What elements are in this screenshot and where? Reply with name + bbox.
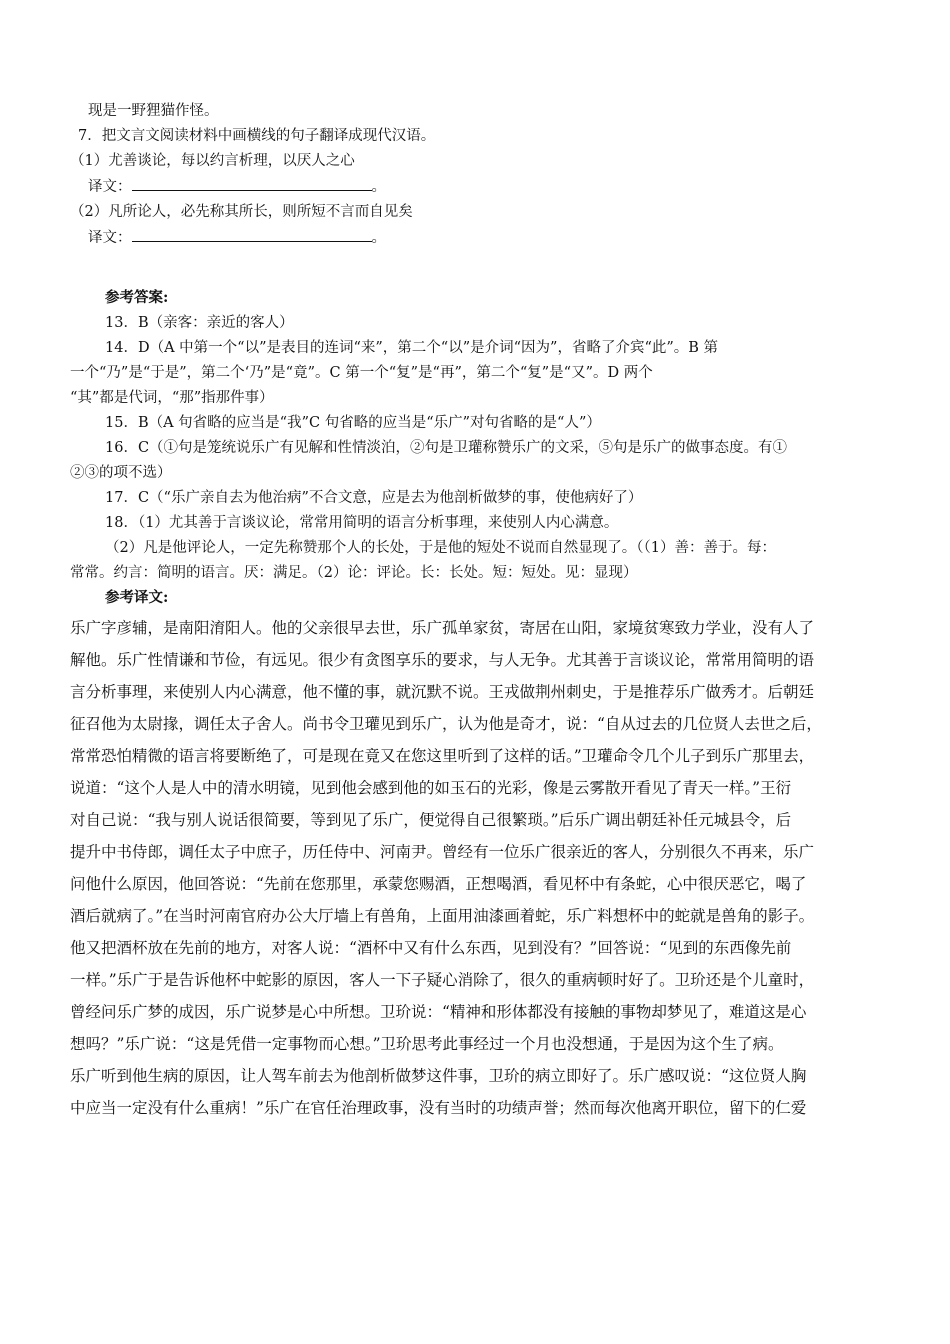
translation-paragraph-line: 想吗？”乐广说：“这是凭借一定事物而心想。”卫玠思考此事经过一个月也没想通，于是因为这个生了病。 [70, 1035, 784, 1053]
translation-blank-1: 译文： 。 [88, 176, 386, 197]
answer-18-cont: （2）凡是他评论人，一定先称赞那个人的长处，于是他的短处不说而自然显现了。（（1）善：善于。每： [105, 540, 776, 556]
answer-14-cont: 一个“乃”是“于是”，第二个‘乃”是“竟”。C 第一个“复”是“再”，第二个“复”是“又”。D 两个 [70, 365, 653, 381]
sentence-2: （2）凡所论人，必先称其所长，则所短不言而自见矣 [70, 204, 413, 220]
translation-paragraph-line: 乐广字彦辅，是南阳淯阳人。他的父亲很早去世，乐广孤单家贫，寄居在山阳，家境贫寒致力学业，没有人了 [70, 619, 815, 637]
text-line: 现是一野狸猫作怪。 [88, 103, 219, 119]
sentence-1: （1）尤善谈论，每以约言析理，以厌人之心 [70, 153, 355, 169]
translation-paragraph-line: 言分析事理，来使别人内心满意，他不懂的事，就沉默不说。王戎做荆州刺史，于是推荐乐广做秀才。后朝廷 [70, 683, 815, 701]
answer-blank[interactable] [132, 176, 372, 191]
answer-14: 14．D（A 中第一个“以”是表目的连词“来”，第二个“以”是介词“因为”，省略了介宾“此”。B 第 [105, 340, 719, 356]
translation-paragraph-line: 说道：“这个人是人中的清水明镜，见到他会感到他的如玉石的光彩，像是云雾散开看见了青天一样。”王衍 [70, 779, 792, 797]
translation-paragraph-line: 曾经问乐广梦的成因，乐广说梦是心中所想。卫玠说：“精神和形体都没有接触的事物却梦见了，难道这是心 [70, 1003, 807, 1021]
translation-paragraph-line: 提升中书侍郎，调任太子中庶子，历任侍中、河南尹。曾经有一位乐广很亲近的客人，分别很久不再来，乐广 [70, 843, 815, 861]
translation-paragraph-line: 一样。”乐广于是告诉他杯中蛇影的原因，客人一下子疑心消除了，很久的重病顿时好了。卫玠还是个儿童时， [70, 971, 815, 989]
answer-13: 13．B（亲客：亲近的客人） [105, 315, 294, 331]
translation-paragraph-line: 对自己说：“我与别人说话很简要，等到见了乐广，便觉得自己很繁琐。”后乐广调出朝廷补任元城县令，后 [70, 811, 792, 829]
translation-paragraph-line: 解他。乐广性情谦和节俭，有远见。很少有贪图享乐的要求，与人无争。尤其善于言谈议论，常常用简明的语 [70, 651, 815, 669]
answer-18-cont: 常常。约言：简明的语言。厌：满足。（2）论：评论。长：长处。短：短处。见：显现） [70, 565, 638, 581]
answer-16: 16．C（①句是笼统说乐广有见解和性情淡泊，②句是卫瓘称赞乐广的文采，⑤句是乐广的做事态度。有① [105, 440, 788, 456]
translation-paragraph-line: 中应当一定没有什么重病！”乐广在官任治理政事，没有当时的功绩声誉；然而每次他离开职位，留下的仁爱 [70, 1099, 807, 1117]
translation-paragraph-line: 常常恐怕精微的语言将要断绝了，可是现在竟又在您这里听到了这样的话。”卫瓘命令几个儿子到乐广那里去， [70, 747, 815, 765]
translation-label: 译文： [88, 179, 132, 195]
answers-heading: 参考答案: [105, 289, 169, 306]
answer-18: 18．（1）尤其善于言谈议论，常常用简明的语言分析事理，来使别人内心满意。 [105, 515, 619, 531]
translation-paragraph-line: 问他什么原因，他回答说：“先前在您那里，承蒙您赐酒，正想喝酒，看见杯中有条蛇，心中很厌恶它，喝了 [70, 875, 807, 893]
answer-16-cont: ②③的项不选） [70, 465, 172, 481]
answer-14-cont: “其”都是代词，“那”指那件事） [70, 390, 274, 406]
translation-blank-2: 译文： 。 [88, 227, 386, 248]
translation-paragraph-line: 酒后就病了。”在当时河南官府办公大厅墙上有兽角，上面用油漆画着蛇，乐广料想杯中的蛇就是兽角的影子。 [70, 907, 815, 925]
translation-paragraph-line: 他又把酒杯放在先前的地方，对客人说：“酒杯中又有什么东西，见到没有？”回答说：“见到的东西像先前 [70, 939, 792, 957]
question-7: 7．把文言文阅读材料中画横线的句子翻译成现代汉语。 [78, 128, 436, 144]
answer-15: 15．B（A 句省略的应当是“我”C 句省略的应当是“乐广”对句省略的是“人”） [105, 415, 601, 431]
answer-17: 17．C（“乐广亲自去为他治病”不合文意，应是去为他剖析做梦的事，使他病好了） [105, 490, 643, 506]
translation-label: 译文： [88, 230, 132, 246]
translation-paragraph-line: 乐广听到他生病的原因，让人驾车前去为他剖析做梦这件事，卫玠的病立即好了。乐广感叹说：“这位贤人胸 [70, 1067, 807, 1085]
answer-blank[interactable] [132, 227, 372, 242]
translation-heading: 参考译文: [105, 589, 169, 606]
translation-paragraph-line: 征召他为太尉掾，调任太子舍人。尚书令卫瓘见到乐广，认为他是奇才，说：“自从过去的几位贤人去世之后， [70, 715, 822, 733]
